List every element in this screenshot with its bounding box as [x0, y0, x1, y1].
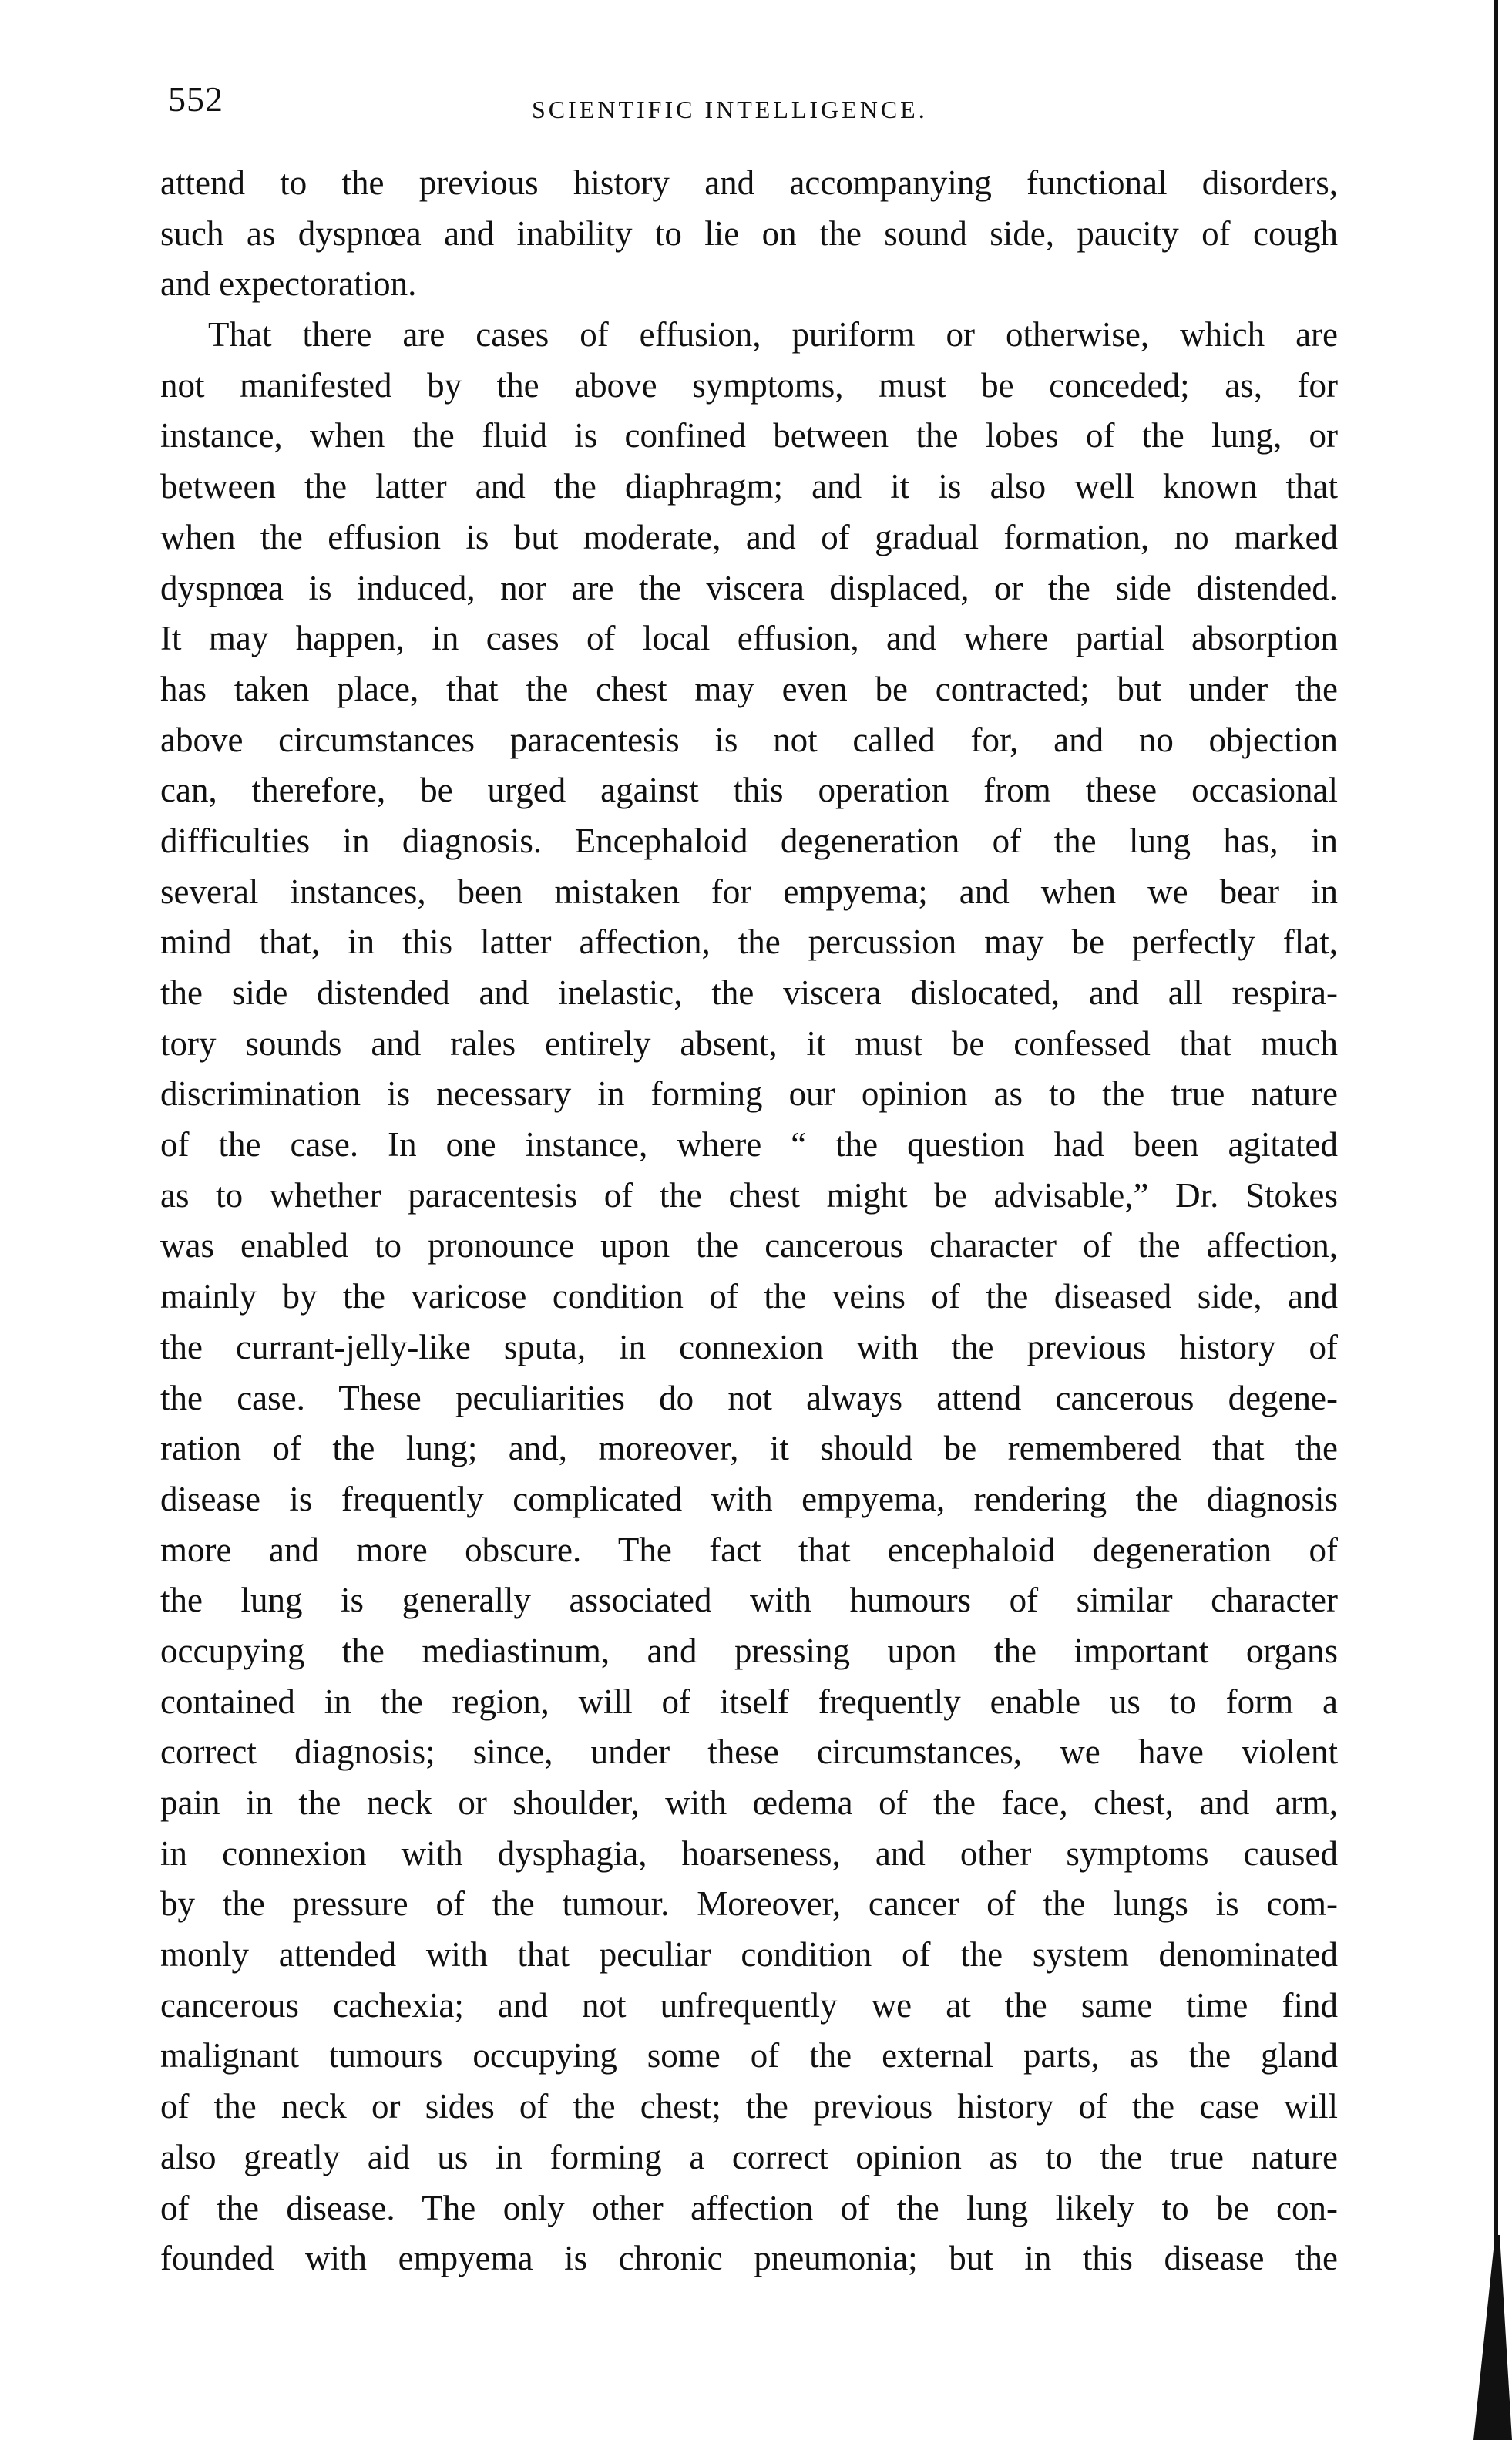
text-line: dyspnœa is induced, nor are the viscera displaced, or the side distended.	[160, 568, 1338, 607]
text-line: as to whether paracentesis of the chest might be advisable,” Dr. Stokes	[160, 1175, 1338, 1215]
text-line: has taken place, that the chest may even be contracted; but under the	[160, 669, 1338, 708]
text-line: also greatly aid us in forming a correct opinion as to the true nature	[160, 2137, 1338, 2176]
text-line: occupying the mediastinum, and pressing upon the important organs	[160, 1631, 1338, 1670]
text-line: and expectoration.	[160, 264, 417, 304]
text-line: above circumstances paracentesis is not called for, and no objection	[160, 720, 1338, 759]
text-line: founded with empyema is chronic pneumonia; but in this disease the	[160, 2239, 1338, 2278]
text-line: several instances, been mistaken for empyema; and when we bear in	[160, 872, 1338, 911]
text-line: disease is frequently complicated with empyema, rendering the diagnosis	[160, 1479, 1338, 1518]
text-line: monly attended with that peculiar condition of the system denominated	[160, 1935, 1338, 1975]
text-line: the side distended and inelastic, the viscera dislocated, and all respira-	[160, 973, 1338, 1012]
text-line: attend to the previous history and accompanying functional disorders,	[160, 163, 1338, 202]
text-line: mind that, in this latter affection, the percussion may be perfectly flat,	[160, 923, 1338, 962]
text-line: the lung is generally associated with humours of similar character	[160, 1581, 1338, 1620]
text-line: of the case. In one instance, where “ the question had been agitated	[160, 1125, 1338, 1165]
text-line: malignant tumours occupying some of the external parts, as the gland	[160, 2036, 1338, 2075]
text-line: more and more obscure. The fact that encephaloid degeneration of	[160, 1530, 1338, 1569]
text-line: It may happen, in cases of local effusion, and where partial absorption	[160, 619, 1338, 658]
page-binding-edge	[1494, 0, 1498, 2440]
text-line: tory sounds and rales entirely absent, it must be confessed that much	[160, 1023, 1338, 1063]
text-line: the case. These peculiarities do not always attend cancerous degene-	[160, 1378, 1338, 1417]
text-line: such as dyspnœa and inability to lie on the sound side, paucity of cough	[160, 213, 1338, 253]
text-line: difficulties in diagnosis. Encephaloid degeneration of the lung has, in	[160, 821, 1338, 860]
text-line: when the effusion is but moderate, and of gradual formation, no marked	[160, 517, 1338, 556]
text-line: discrimination is necessary in forming our opinion as to the true nature	[160, 1074, 1338, 1114]
text-line: between the latter and the diaphragm; and it is also well known that	[160, 467, 1338, 506]
page-binding-shadow	[1473, 2235, 1512, 2440]
text-line: was enabled to pronounce upon the cancerous character of the affection,	[160, 1226, 1338, 1265]
text-line: of the neck or sides of the chest; the previous history of the case will	[160, 2087, 1338, 2126]
text-line: That there are cases of effusion, puriform or otherwise, which are	[208, 315, 1338, 355]
text-line: instance, when the fluid is confined between the lobes of the lung, or	[160, 416, 1338, 455]
text-line: not manifested by the above symptoms, must be conceded; as, for	[160, 365, 1338, 405]
text-line: of the disease. The only other affection of the lung likely to be con-	[160, 2188, 1338, 2227]
text-line: by the pressure of the tumour. Moreover, cancer of the lungs is com-	[160, 1884, 1338, 1924]
text-line: pain in the neck or shoulder, with œdema of the face, chest, and arm,	[160, 1783, 1338, 1822]
text-line: the currant-jelly-like sputa, in connexion with the previous history of	[160, 1327, 1338, 1366]
text-line: correct diagnosis; since, under these circumstances, we have violent	[160, 1733, 1338, 1772]
text-line: contained in the region, will of itself frequently enable us to form a	[160, 1682, 1338, 1721]
text-line: in connexion with dysphagia, hoarseness, and other symptoms caused	[160, 1833, 1338, 1873]
running-head: SCIENTIFIC INTELLIGENCE.	[532, 96, 928, 123]
page-number: 552	[168, 79, 223, 119]
text-line: can, therefore, be urged against this operation from these occasional	[160, 771, 1338, 810]
text-line: mainly by the varicose condition of the veins of the diseased side, and	[160, 1277, 1338, 1316]
body-text	[160, 158, 1338, 2284]
text-line: ration of the lung; and, moreover, it should be remembered that the	[160, 1429, 1338, 1468]
text-line: cancerous cachexia; and not unfrequently we at the same time find	[160, 1985, 1338, 2025]
